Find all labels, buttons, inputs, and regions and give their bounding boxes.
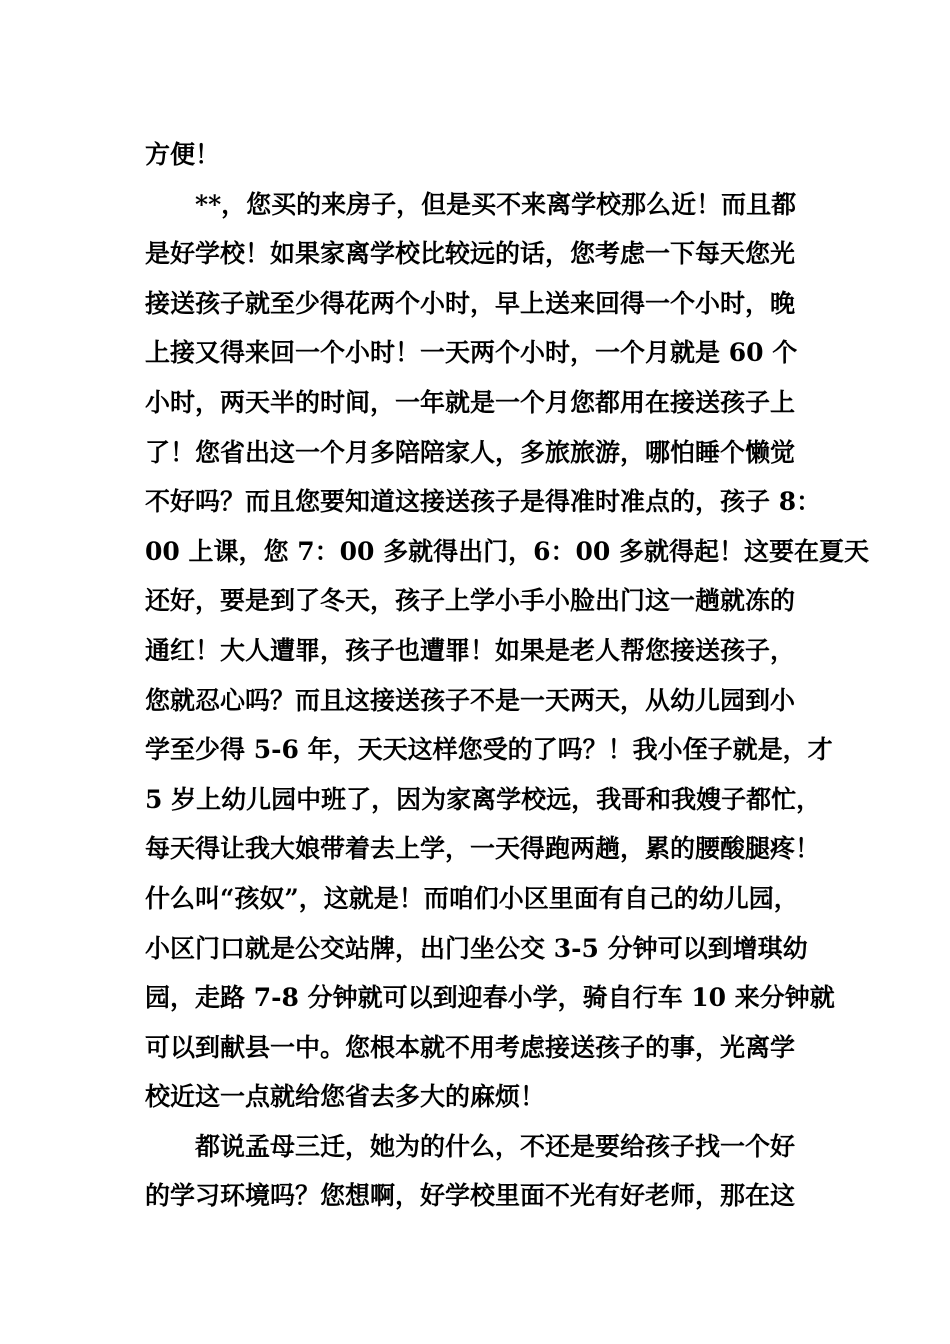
text-line: 什么叫“孩奴”，这就是！而咱们小区里面有自己的幼儿园， — [145, 883, 799, 913]
text-line: 每天得让我大娘带着去上学，一天得跑两趟，累的腰酸腿疼！ — [145, 834, 821, 864]
paragraph-first-line: 都说孟母三迁，她为的什么，不还是要给孩子找一个好 — [195, 1131, 796, 1161]
text-line: 接送孩子就至少得花两个小时，早上送来回得一个小时，晚 — [145, 288, 796, 318]
text-line: 小区门口就是公交站牌，出门坐公交 3-5 分钟可以到增琪幼 — [145, 933, 808, 963]
text-line: 的学习环境吗？您想啊，好学校里面不光有好老师，那在这 — [145, 1181, 796, 1211]
document-body — [145, 130, 869, 1221]
text-line: 了！您省出这一个月多陪陪家人，多旅旅游，哪怕睡个懒觉 — [145, 437, 796, 467]
text-line: 学至少得 5-6 年，天天这样您受的了吗？！我小侄子就是，才 — [145, 735, 833, 765]
text-line: 00 上课，您 7：00 多就得出门，6：00 多就得起！这要在夏天 — [145, 536, 869, 566]
text-line: 不好吗？而且您要知道这接送孩子是得准时准点的，孩子 8： — [145, 487, 822, 517]
text-line: 可以到献县一中。您根本就不用考虑接送孩子的事，光离学 — [145, 1032, 796, 1062]
text-line: 您就忍心吗？而且这接送孩子不是一天两天，从幼儿园到小 — [145, 685, 796, 715]
paragraph-first-line: **，您买的来房子，但是买不来离学校那么近！而且都 — [195, 189, 797, 219]
text-line: 还好，要是到了冬天，孩子上学小手小脸出门这一趟就冻的 — [145, 586, 796, 616]
text-line: 园，走路 7-8 分钟就可以到迎春小学，骑自行车 10 来分钟就 — [145, 983, 835, 1013]
text-line: 小时，两天半的时间，一年就是一个月您都用在接送孩子上 — [145, 387, 796, 417]
text-line: 校近这一点就给您省去多大的麻烦！ — [145, 1082, 546, 1112]
text-line: 是好学校！如果家离学校比较远的话，您考虑一下每天您光 — [145, 239, 796, 269]
text-line: 方便！ — [145, 140, 221, 169]
text-line: 上接又得来回一个小时！一天两个小时，一个月就是 60 个 — [145, 338, 798, 368]
text-line: 5 岁上幼儿园中班了，因为家离学校远，我哥和我嫂子都忙， — [145, 784, 822, 814]
text-line: 通红！大人遭罪，孩子也遭罪！如果是老人帮您接送孩子， — [145, 635, 796, 665]
